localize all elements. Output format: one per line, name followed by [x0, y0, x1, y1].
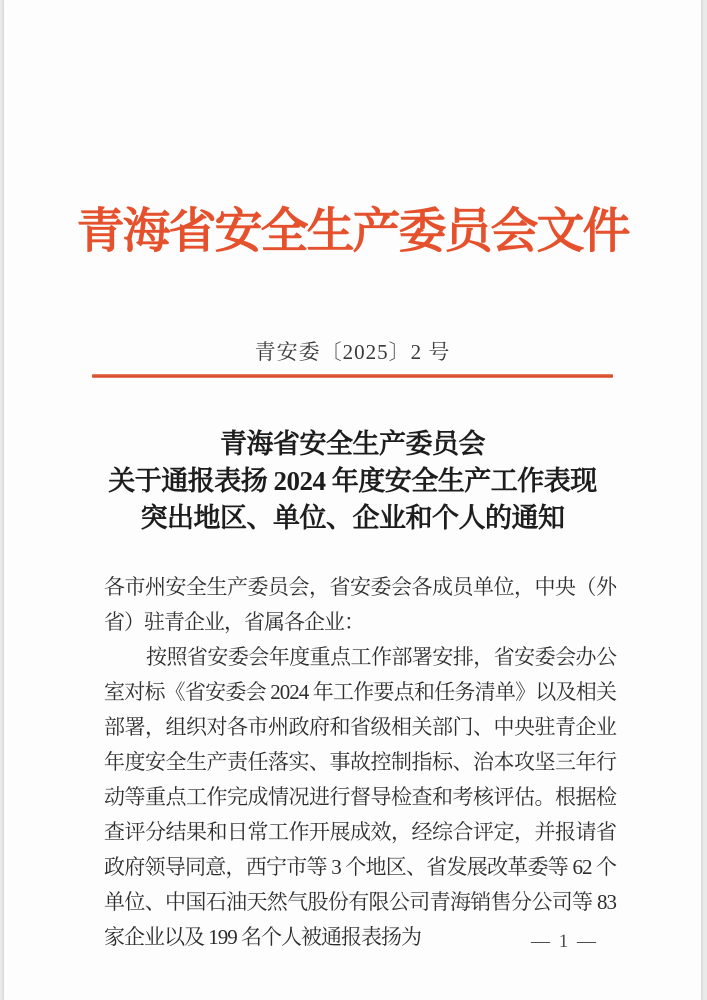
document-title-line-1: 青海省安全生产委员会 — [220, 429, 485, 459]
document-title-line-2: 关于通报表扬 2024 年度安全生产工作表现 — [108, 466, 597, 496]
document-title-line-3: 突出地区、单位、企业和个人的通知 — [140, 503, 565, 533]
body-paragraph: 按照省安委会年度重点工作部署安排，省安委会办公室对标《省安委会 2024 年工作要点和任务清单》以及相关部署，组织对各市州政府和省级相关部门、中央驻青企业年度安全生产责任落实、事故控制指标、治本攻坚三年行动等重点工作完成情况进行督导检查和考核评估。根据检查评分结果和日常工作开展成效，经综合评定，并报请省政府领导同意，西宁市等 3 个地区、省发展改革委等 62 个单位、中国石油天然气股份有限公司青海销售分公司等 83 家企业以及 199 名个人被通报表扬为 — [104, 645, 616, 949]
document-title — [4, 426, 701, 537]
document-page — [4, 0, 701, 1000]
document-number: 青安委〔2025〕2 号 — [254, 340, 451, 364]
document-body — [104, 570, 616, 955]
red-divider-rule — [92, 374, 613, 378]
salutation-paragraph: 各市州安全生产委员会，省安委会各成员单位，中央（外省）驻青企业，省属各企业： — [104, 575, 616, 634]
page-number: — 1 — — [531, 931, 598, 952]
document-masthead: 青海省安全生产委员会文件 — [76, 205, 629, 258]
